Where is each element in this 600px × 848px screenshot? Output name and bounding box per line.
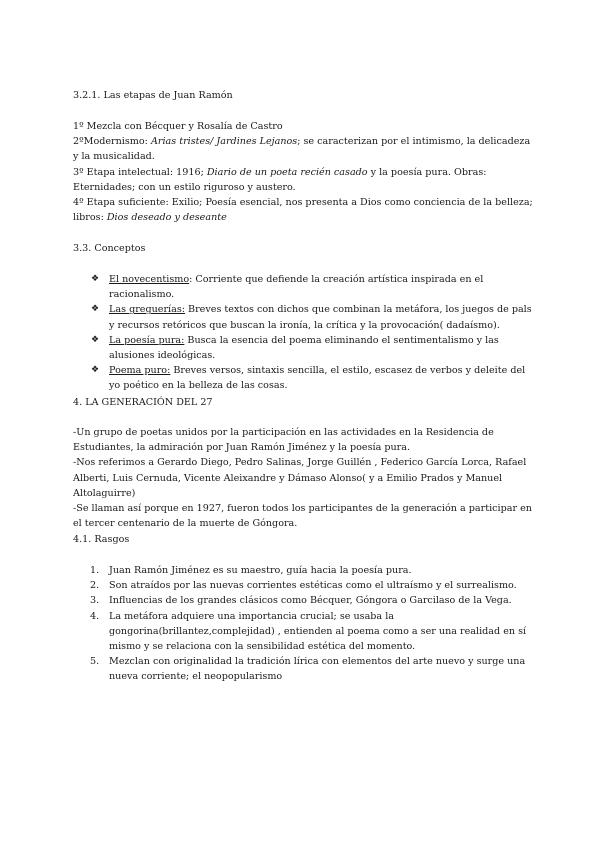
list-item [73, 654, 533, 684]
diamond-bullet-icon: ❖ [91, 304, 100, 315]
stage-2-works: Arias tristes/ Jardines Lejanos [150, 136, 298, 148]
stage-4-work: Dios deseado y deseante [106, 212, 227, 224]
list-item [73, 578, 533, 593]
item-text: Influencias de los grandes clásicos como Bécquer, Góngora o Garcilaso de la Vega. [109, 595, 512, 607]
stage-1: 1º Mezcla con Bécquer y Rosalía de Castro [73, 121, 283, 132]
concept-text: Breves versos, sintaxis sencilla, el estilo, escasez de verbos y deleite del yo poético en la belleza de las cosas. [109, 365, 526, 392]
generacion-27-body [73, 425, 533, 531]
list-item [73, 302, 533, 332]
concept-text: Breves textos con dichos que combinan la metáfora, los juegos de pals y recursos retóricos que buscan la ironía, la crítica y la provocación( dadaísmo). [109, 304, 532, 331]
item-number: 4. [90, 610, 100, 622]
diamond-bullet-icon: ❖ [91, 365, 100, 376]
list-item [73, 363, 533, 393]
concept-term: Las greguerías: [109, 304, 185, 316]
concept-term: El novecentismo [109, 274, 190, 285]
item-text: Son atraídos por las nuevas corrientes estéticas como el ultraísmo y el surrealismo. [109, 580, 517, 592]
list-item [73, 563, 533, 578]
concept-text: Busca la esencia del poema eliminando el sentimentalismo y las alusiones ideológicas. [109, 334, 499, 362]
rasgos-list [73, 563, 533, 685]
item-number: 5. [90, 656, 100, 668]
stages-block [73, 119, 533, 225]
stage-4: 4º Etapa suficiente: Exilio; Poesía esencial, nos presenta a Dios como conciencia de la belleza; libros: Dios deseado y deseante [73, 197, 533, 224]
heading-juan-ramon-stages: 3.2.1. Las etapas de Juan Ramón [73, 90, 233, 101]
item-text: Mezclan con originalidad la tradición lírica con elementos del arte nuevo y surge una nueva corriente; el neopopularismo [109, 656, 526, 683]
generation-paragraph: -Un grupo de poetas unidos por la participación en las actividades en la Residencia de Estudiantes, la admiración por Juan Ramón Jiménez y la poesía pura. [73, 427, 494, 454]
item-text: La metáfora adquiere una importancia crucial; se usaba la gongorina(brillantez,complejidad) , entienden al poema como a ser una realidad en sí mismo y se relaciona con la sensibilidad estética del momento. [109, 610, 527, 653]
heading-concepts: 3.3. Conceptos [73, 243, 146, 254]
generation-paragraph: -Se llaman así porque en 1927, fueron todos los participantes de la generación a participar en el tercer centenario de la muerte de Góngora. [73, 503, 532, 530]
item-number: 2. [90, 580, 100, 592]
concepts-list [73, 272, 533, 394]
list-item [73, 333, 533, 363]
concept-text: : Corriente que defiende la creación artística inspirada en el racionalismo. [109, 274, 484, 301]
heading-rasgos: 4.1. Rasgos [73, 534, 130, 545]
item-text: Juan Ramón Jiménez es su maestro, guía hacia la poesía pura. [109, 565, 412, 576]
list-item [73, 272, 533, 302]
item-number: 1. [90, 565, 100, 576]
heading-generacion-27: 4. LA GENERACIÓN DEL 27 [73, 397, 213, 408]
concept-term: Poema puro: [109, 365, 171, 377]
stage-3-work: Diario de un poeta recién casado [206, 166, 368, 178]
concept-term: La poesía pura: [109, 334, 185, 346]
generation-paragraph: -Nos referimos a Gerardo Diego, Pedro Salinas, Jorge Guillén , Federico García Lorca, Rafael Alberti, Luis Cernuda, Vicente Aleixandre y Dámaso Alonso( y a Emilio Prados y Manuel Altolaguirre) [73, 457, 527, 499]
stage-3: 3º Etapa intelectual: 1916; Diario de un poeta recién casado y la poesía pura. Obras: Eternidades; con un estilo riguroso y austero. [73, 166, 487, 193]
item-number: 3. [90, 595, 100, 607]
list-item [73, 609, 533, 655]
diamond-bullet-icon: ❖ [91, 334, 100, 345]
list-item [73, 593, 533, 608]
diamond-bullet-icon: ❖ [91, 274, 100, 284]
stage-2: 2ºModernismo: Arias tristes/ Jardines Lejanos; se caracterizan por el intimismo, la delicadeza y la musicalidad. [73, 136, 531, 163]
